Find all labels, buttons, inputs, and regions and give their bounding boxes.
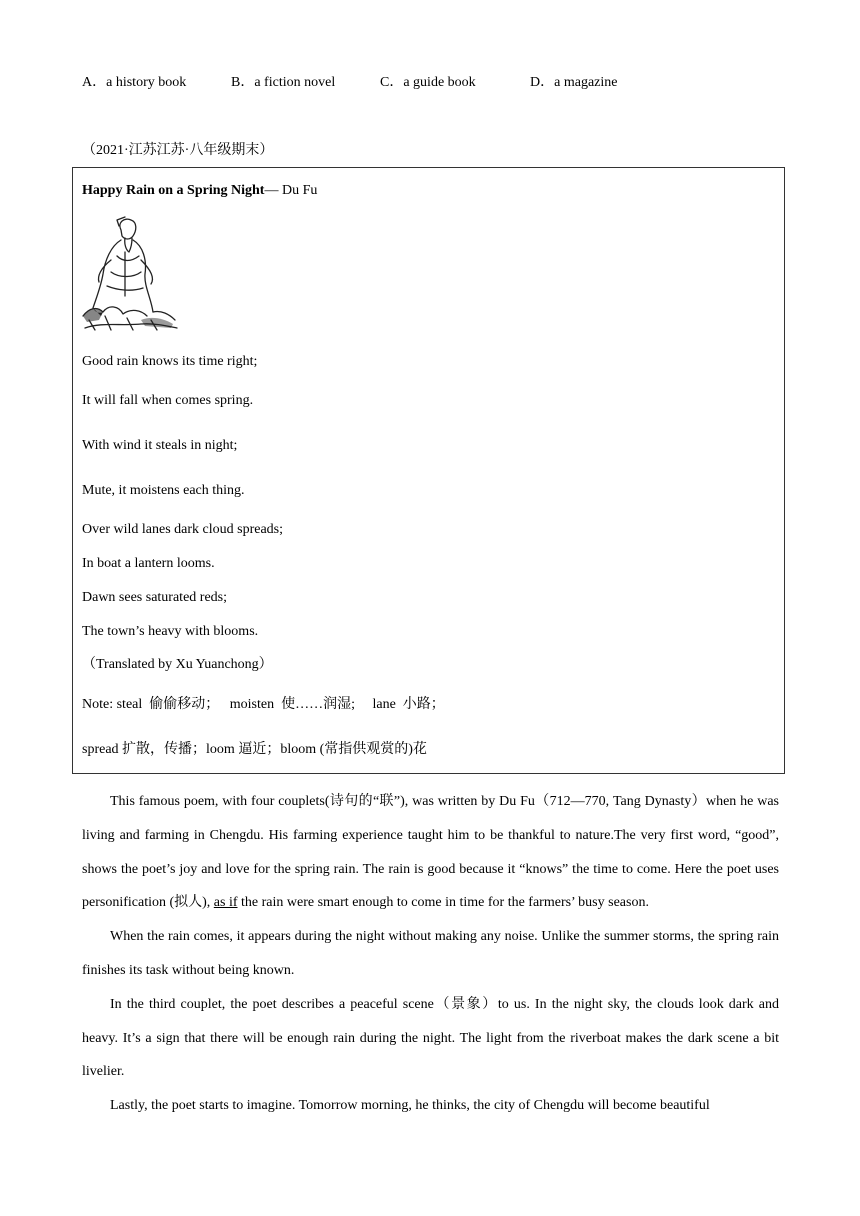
poem-line: It will fall when comes spring.: [82, 393, 254, 408]
translator-credit: （Translated by Xu Yuanchong）: [82, 657, 273, 672]
option-d[interactable]: D．a magazine: [530, 75, 618, 90]
option-a[interactable]: A．a history book: [82, 75, 187, 90]
option-b[interactable]: B．a fiction novel: [231, 75, 336, 90]
answer-options: [82, 74, 782, 94]
poem-line: In boat a lantern looms.: [82, 556, 215, 571]
poem-author: — Du Fu: [264, 183, 318, 198]
question-source: （2021·江苏江苏·八年级期末）: [82, 143, 274, 158]
poem-box: [72, 167, 785, 774]
du-fu-portrait-image: [81, 216, 181, 334]
vocabulary-note: spread 扩散，传播；loom 逼近；bloom (常指供观赏的)花: [82, 742, 427, 757]
poem-line: Over wild lanes dark cloud spreads;: [82, 522, 283, 537]
poem-title: [82, 182, 317, 200]
paragraph: Lastly, the poet starts to imagine. Tomorrow morning, he thinks, the city of Chengdu will become beautiful: [110, 1098, 710, 1114]
paragraph: In the third couplet, the poet describes a peaceful scene（景象）to us. In the night sky, the clouds look dark and heavy. It’s a sign that there will be enough rain during the night. The light from the riverboat makes the dark scene a bit livelier.: [82, 996, 779, 1080]
poem-line: The town’s heavy with blooms.: [82, 624, 259, 639]
poem-line: Good rain knows its time right;: [82, 354, 258, 369]
option-c[interactable]: C．a guide book: [380, 75, 476, 90]
poem-line: Mute, it moistens each thing.: [82, 483, 245, 498]
paragraph: This famous poem, with four couplets(诗句的“联”), was written by Du Fu（712—770, Tang Dynasty）when he was living and farming in Chengdu. His farming experience taught him to be thankful to nature.The very first word, “good”, shows the poet’s joy and love for the spring rain. The rain is good because it “knows” the time to come. Here the poet uses personification (拟人), as if the rain were smart enough to come in time for the farmers’ busy season.: [82, 794, 779, 911]
vocabulary-note: Note: steal 偷偷移动； moisten 使……润湿; lane 小路；: [82, 697, 445, 712]
passage: [82, 785, 779, 1123]
poem-title-text: Happy Rain on a Spring Night: [82, 183, 265, 198]
poem-line: Dawn sees saturated reds;: [82, 590, 228, 605]
poem-line: With wind it steals in night;: [82, 438, 238, 453]
underlined-phrase: as if: [213, 895, 238, 911]
paragraph: When the rain comes, it appears during the night without making any noise. Unlike the summer storms, the spring rain finishes its task without being known.: [82, 929, 779, 978]
